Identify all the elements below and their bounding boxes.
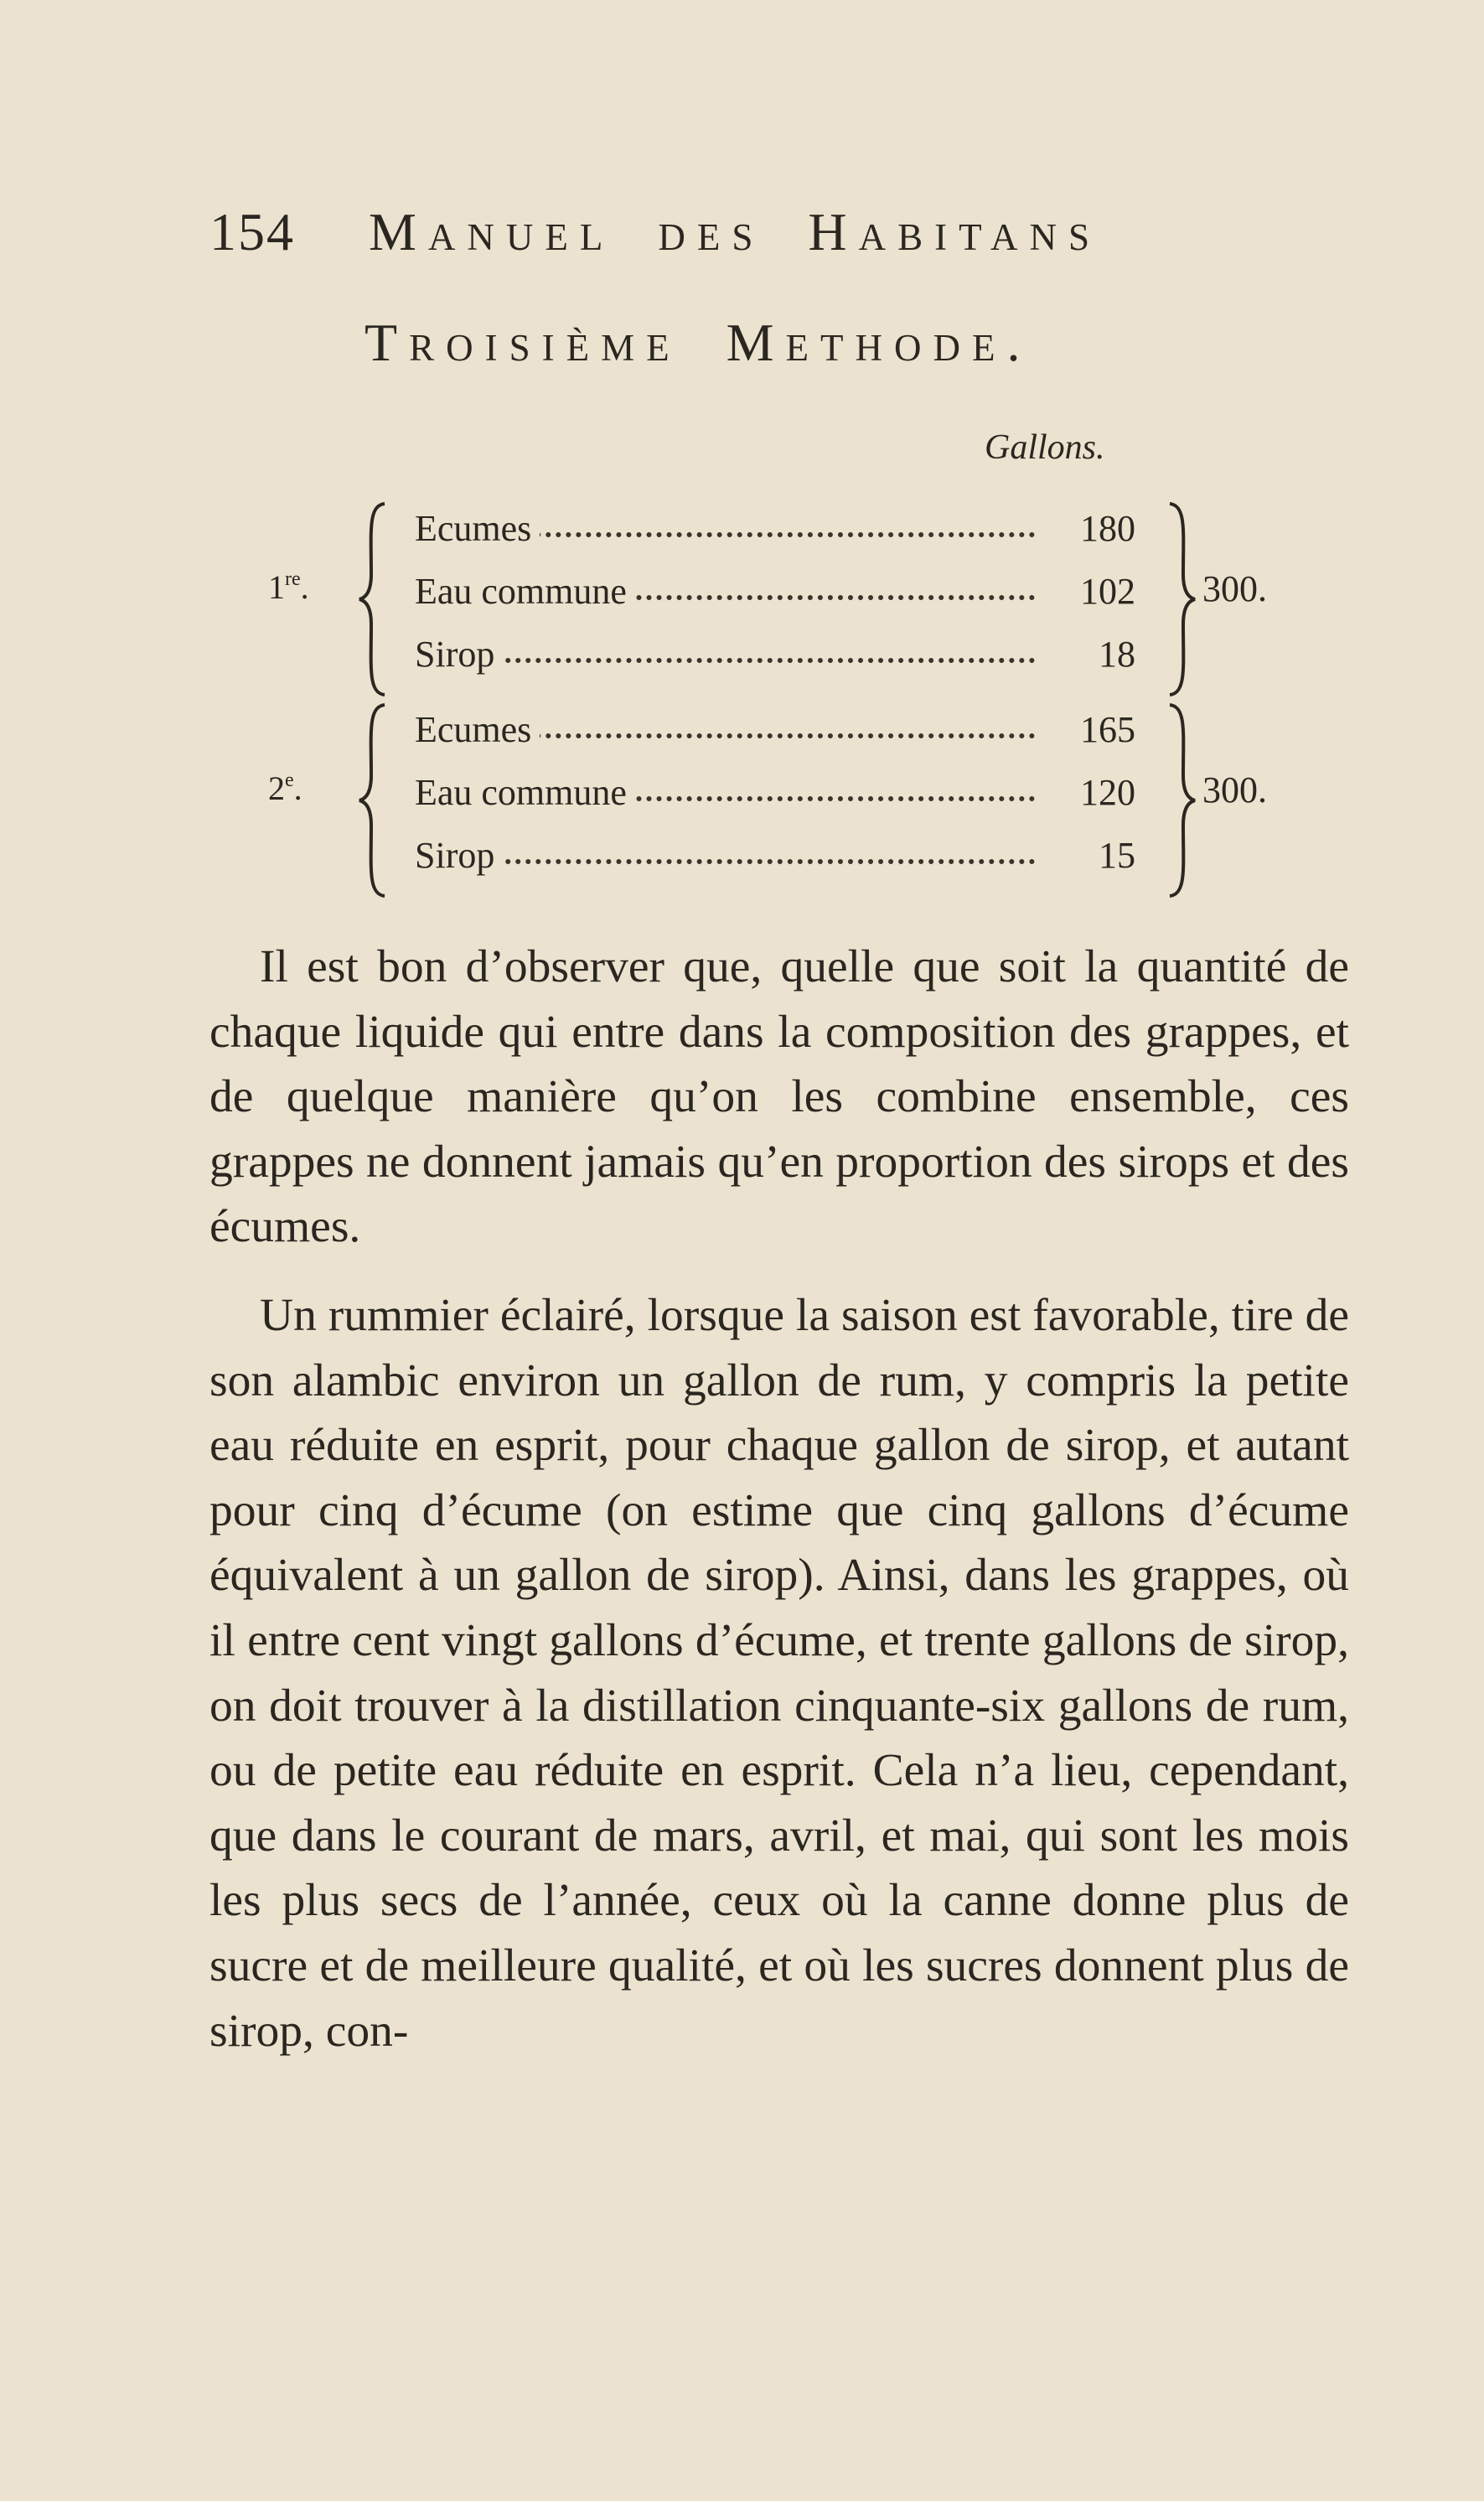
ordinal-suffix: e <box>285 769 294 791</box>
ingredient-quantity: 15 <box>1043 834 1135 877</box>
ingredient-quantity: 18 <box>1043 633 1135 676</box>
right-brace-icon <box>1165 700 1198 901</box>
page-number: 154 <box>209 202 295 261</box>
body-text <box>209 935 1349 2087</box>
group-ordinal: 2e. <box>268 769 302 807</box>
group-total: 300. <box>1202 568 1267 609</box>
ingredient-quantity: 180 <box>1043 507 1135 550</box>
ingredient-row <box>415 771 1135 830</box>
ingredient-name: Ecumes <box>415 507 540 550</box>
ingredient-row <box>415 507 1135 566</box>
running-title: Manuel des Habitans <box>369 202 1102 261</box>
recipe-group-1 <box>251 499 1324 700</box>
dot-leader <box>415 658 1035 663</box>
ingredient-name: Eau commune <box>415 771 635 814</box>
units-label: Gallons. <box>985 428 1105 467</box>
ingredient-quantity: 165 <box>1043 708 1135 751</box>
running-head <box>201 201 1240 277</box>
ingredient-quantity: 102 <box>1043 570 1135 613</box>
ingredient-name: Eau commune <box>415 570 635 613</box>
ingredient-name: Ecumes <box>415 708 540 751</box>
recipe-group-2 <box>251 700 1324 901</box>
ordinal-suffix: re <box>285 568 301 590</box>
left-brace-icon <box>356 700 390 901</box>
ingredient-row <box>415 570 1135 629</box>
ingredient-quantity: 120 <box>1043 771 1135 814</box>
group-ordinal: 1re. <box>268 568 309 606</box>
ordinal-number: 2 <box>268 769 285 807</box>
ingredient-name: Sirop <box>415 633 503 676</box>
paragraph: Il est bon d’observer que, quelle que soit la quantité de chaque liquide qui entre dans la composition des grappes, et de quelque manière qu’on les combine ensemble, ces grappes ne donnent jamais qu’en proportion des sirops et des écumes. <box>209 941 1349 1253</box>
ingredient-name: Sirop <box>415 834 503 877</box>
ingredient-row <box>415 708 1135 767</box>
ingredient-row <box>415 633 1135 691</box>
ordinal-number: 1 <box>268 568 285 606</box>
left-brace-icon <box>356 499 390 700</box>
right-brace-icon <box>1165 499 1198 700</box>
section-title: Troisième Methode. <box>365 313 1032 372</box>
paragraph: Un rummier éclairé, lorsque la saison est favorable, tire de son alambic environ un gallon de rum, y compris la petite eau réduite en esprit, pour chaque gallon de sirop, et autant pour cinq d’écume (on estime que cinq gallons d’écume équivalent à un gallon de sirop). Ainsi, dans les grappes, où il entre cent vingt gallons d’écume, et trente gallons de sirop, on doit trouver à la distillation cinquante-six gallons de rum, ou de petite eau réduite en esprit. Cela n’a lieu, cependant, que dans le courant de mars, avril, et mai, qui sont les mois les plus secs de l’année, ceux où la canne donne plus de sucre et de meilleure qualité, et où les sucres donnent plus de sirop, con- <box>209 1289 1349 2057</box>
dot-leader <box>415 859 1035 864</box>
ingredient-row <box>415 834 1135 893</box>
group-total: 300. <box>1202 769 1267 810</box>
